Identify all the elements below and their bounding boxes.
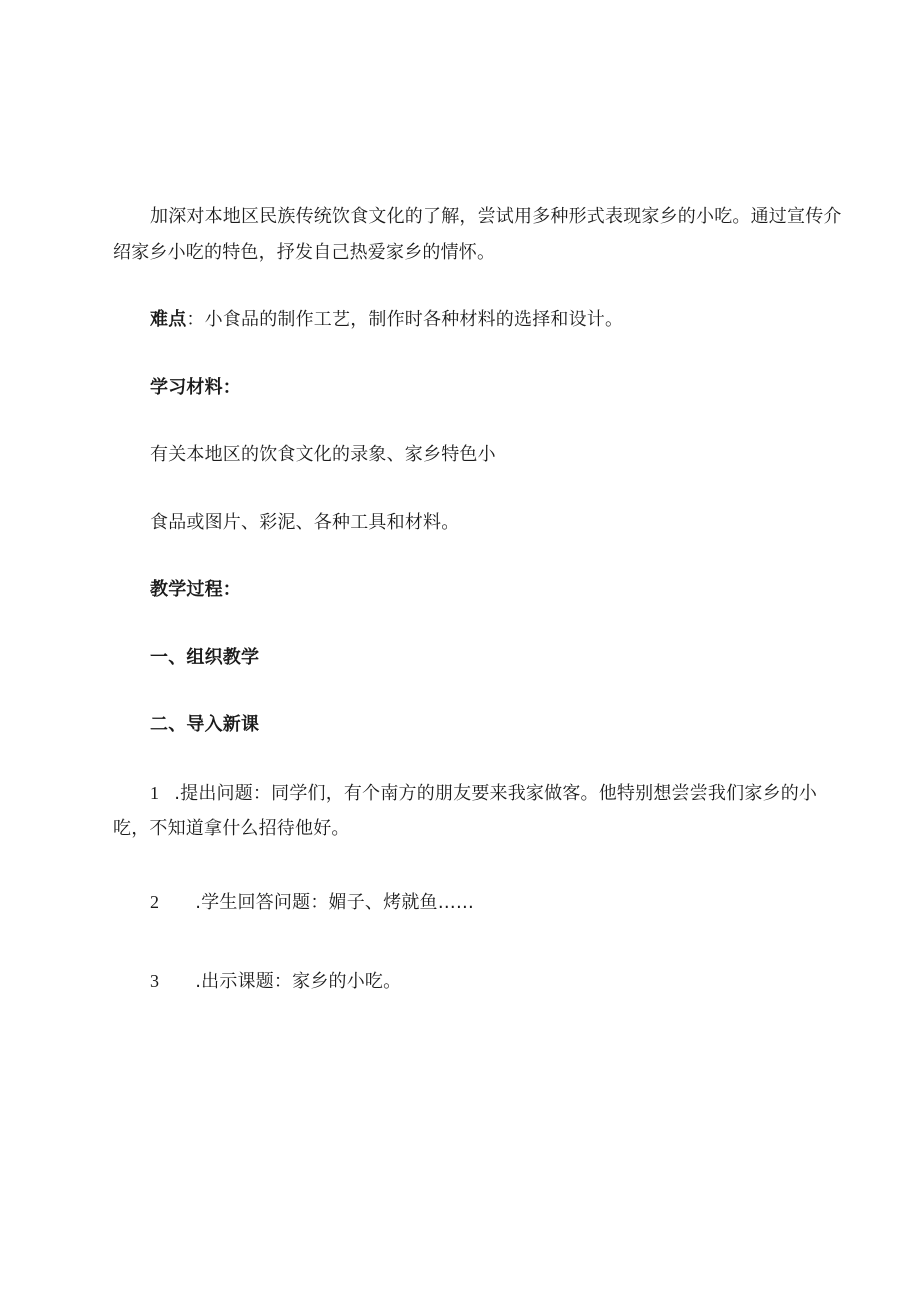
item-3-text: .出示课题：家乡的小吃。 <box>195 971 402 992</box>
difficulty-paragraph <box>150 311 623 329</box>
item-1-text: .提出问题：同学们，有个南方的朋友要来我家做客。他特别想尝尝我们家乡的小 <box>174 783 818 804</box>
step-organize: 一、组织教学 <box>150 647 260 668</box>
item-3-number: 3 <box>150 971 160 991</box>
materials-line-2: 食品或图片、彩泥、各种工具和材料。 <box>150 512 460 533</box>
goal-line-2: 绍家乡小吃的特色，抒发自己热爱家乡的情怀。 <box>113 242 496 263</box>
process-heading: 教学过程： <box>150 579 241 600</box>
item-3 <box>150 972 401 991</box>
item-1-line-2: 吃，不知道拿什么招待他好。 <box>113 818 350 839</box>
item-1-line-1 <box>150 784 817 803</box>
goal-line-1: 加深对本地区民族传统饮食文化的了解，尝试用多种形式表现家乡的小吃。通过宣传介 <box>150 206 842 227</box>
step-introduce: 二、导入新课 <box>150 714 260 735</box>
materials-line-1: 有关本地区的饮食文化的录象、家乡特色小 <box>150 444 496 465</box>
difficulty-text: ：小食品的制作工艺，制作时各种材料的选择和设计。 <box>186 309 624 330</box>
item-2 <box>150 893 474 912</box>
item-2-number: 2 <box>150 892 160 912</box>
item-2-text: .学生回答问题：媚子、烤就鱼…… <box>195 892 475 913</box>
item-1-number: 1 <box>150 783 160 803</box>
difficulty-label: 难点 <box>150 309 187 330</box>
materials-heading: 学习材料： <box>150 377 241 398</box>
